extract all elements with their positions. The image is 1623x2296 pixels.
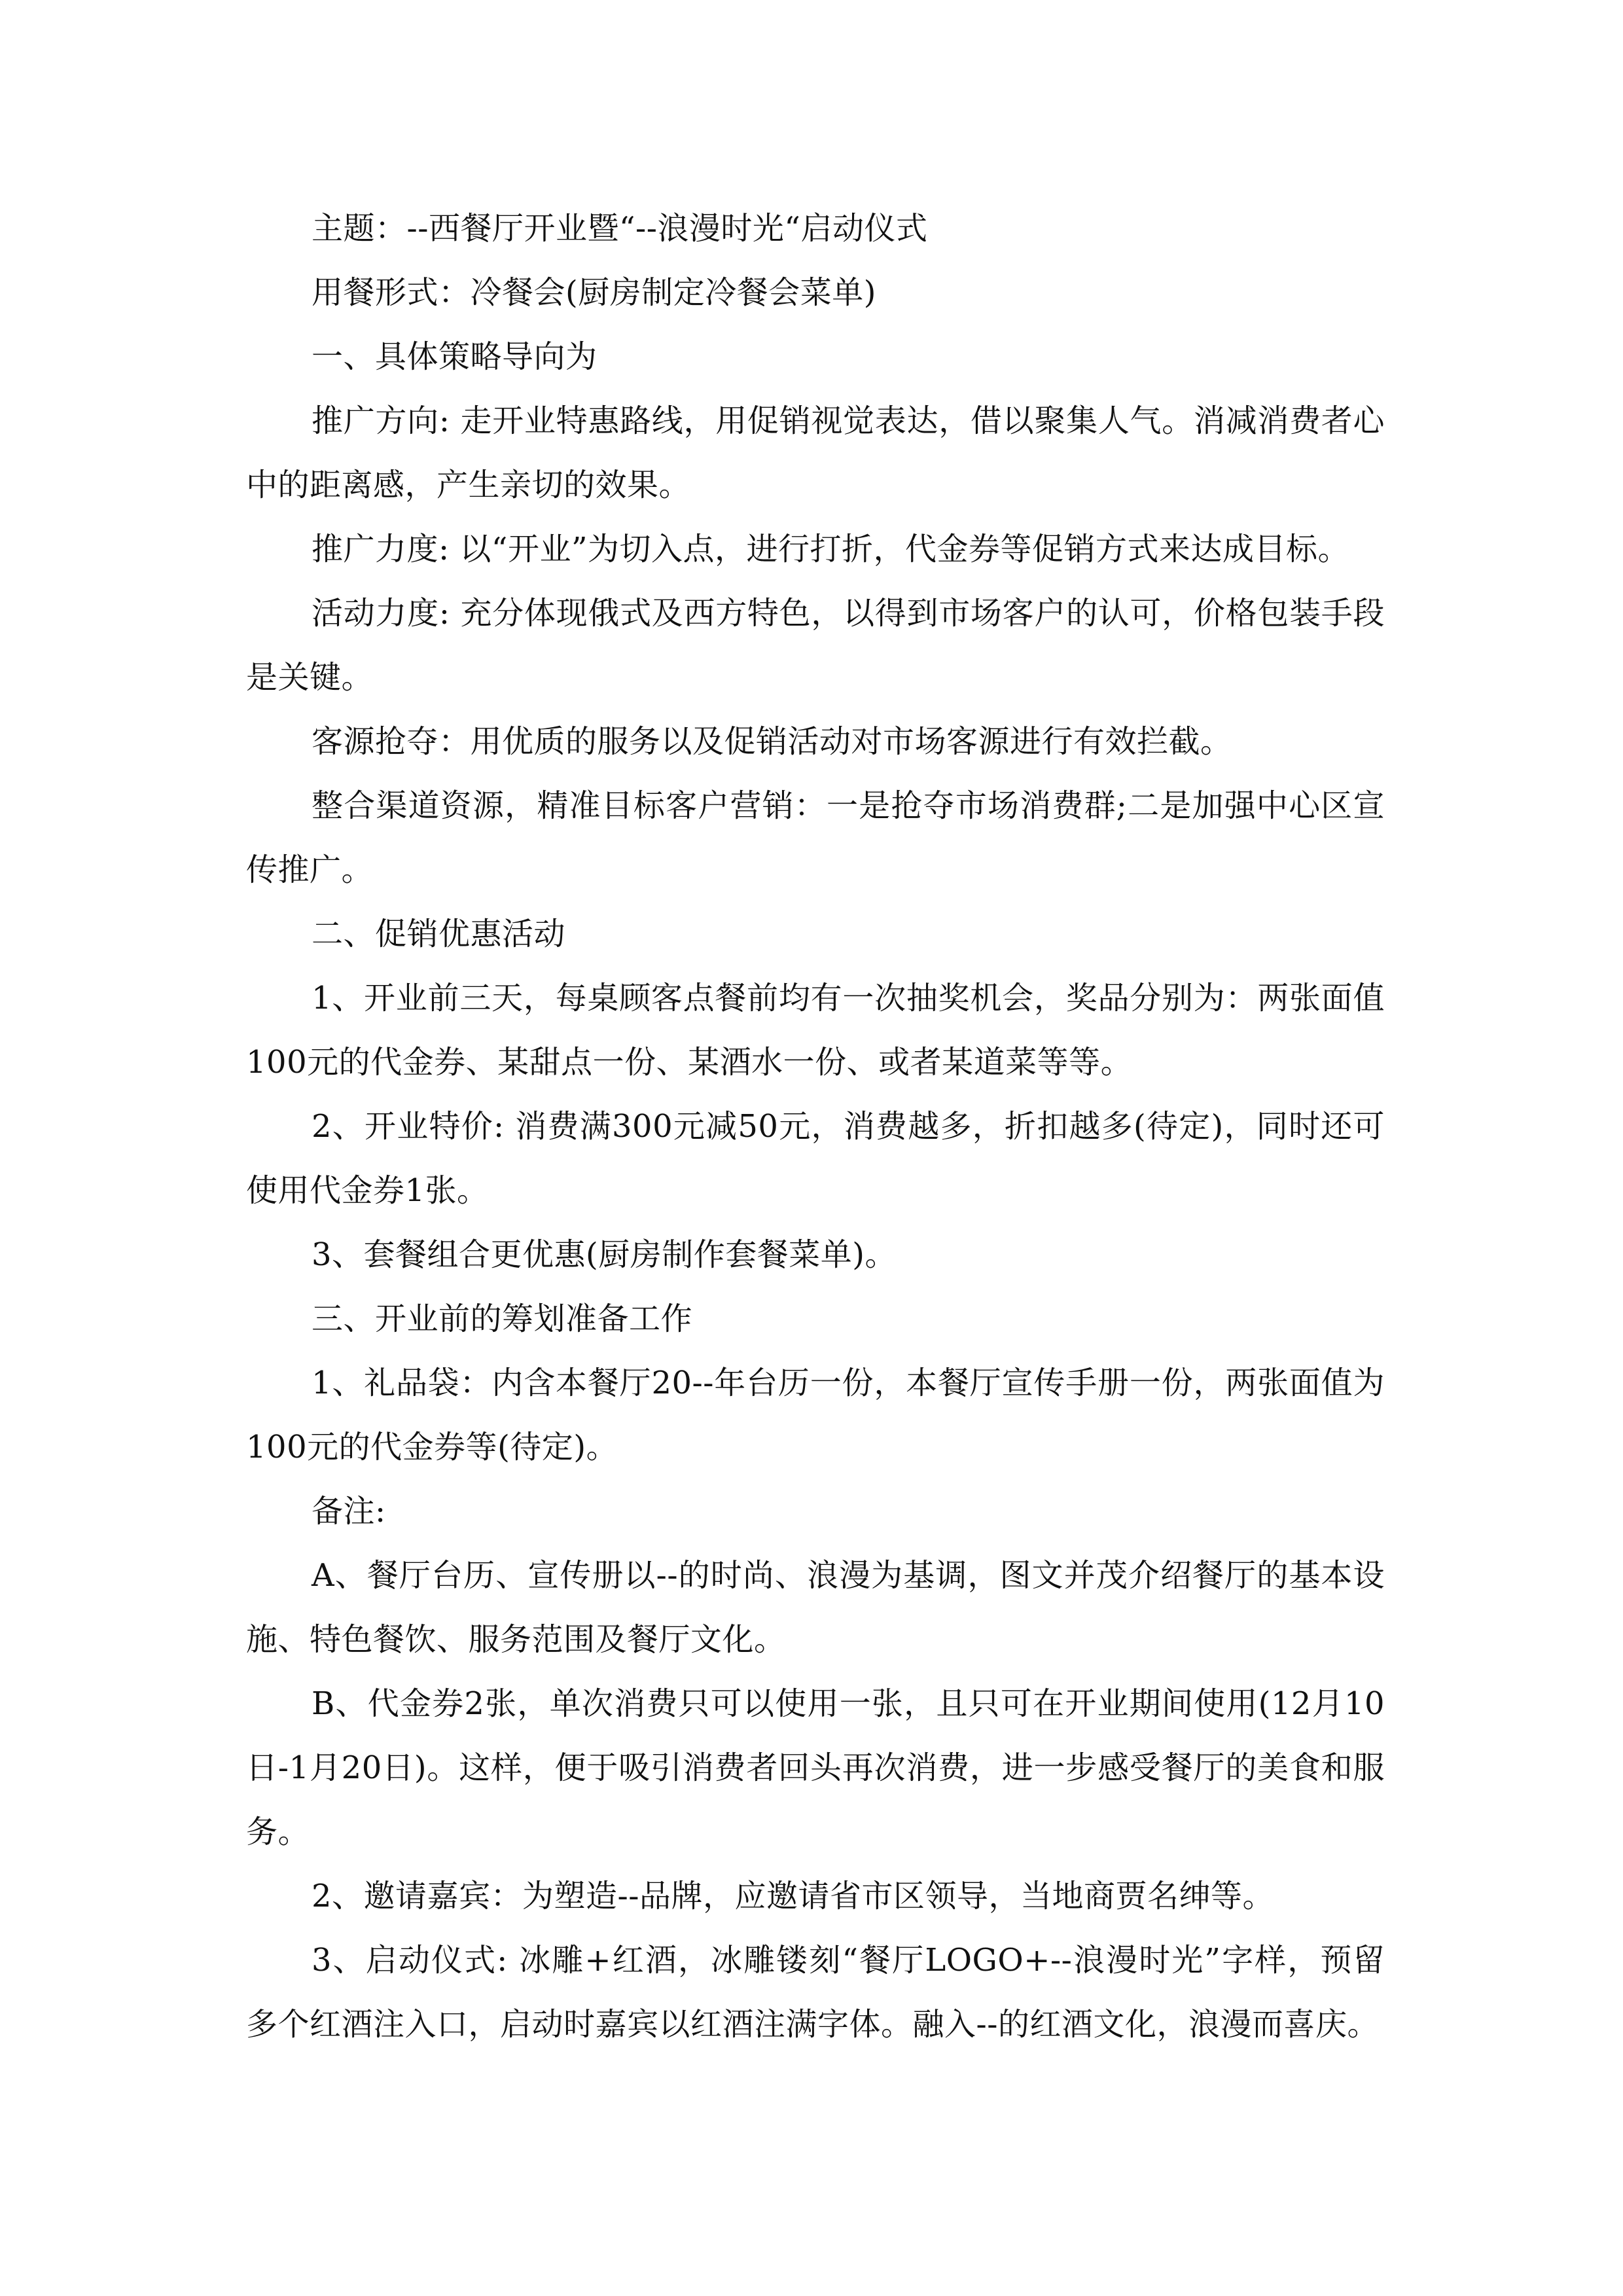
section-heading-promotions: 二、促销优惠活动 bbox=[312, 916, 566, 952]
document-body bbox=[246, 196, 1385, 2056]
paragraph-activity-intensity: 活动力度: 充分体现俄式及西方特色，以得到市场客户的认可，价格包装手段是关键。 bbox=[246, 595, 1385, 696]
paragraph-customer-capture: 客源抢夺：用优质的服务以及促销活动对市场客源进行有效拦截。 bbox=[312, 723, 1232, 760]
paragraph-promo-lottery: 1、开业前三天，每桌顾客点餐前均有一次抽奖机会，奖品分别为：两张面值100元的代金券、某甜点一份、某酒水一份、或者某道菜等等。 bbox=[246, 980, 1385, 1081]
paragraph-channel-integration: 整合渠道资源，精准目标客户营销：一是抢夺市场消费群;二是加强中心区宣传推广。 bbox=[246, 787, 1385, 888]
section-heading-strategy: 一、具体策略导向为 bbox=[312, 338, 597, 375]
section-heading-preparation: 三、开业前的筹划准备工作 bbox=[312, 1300, 693, 1337]
paragraph-promotion-intensity: 推广力度: 以“开业”为切入点，进行打折，代金券等促销方式来达成目标。 bbox=[312, 531, 1350, 567]
paragraph-gift-bag: 1、礼品袋：内含本餐厅20--年台历一份，本餐厅宣传手册一份，两张面值为100元的代金券等(待定)。 bbox=[246, 1365, 1385, 1465]
paragraph-promo-set-meal: 3、套餐组合更优惠(厨房制作套餐菜单)。 bbox=[312, 1236, 897, 1273]
paragraph-notes-label: 备注: bbox=[312, 1493, 386, 1530]
paragraph-promotion-direction: 推广方向: 走开业特惠路线，用促销视觉表达，借以聚集人气。消减消费者心中的距离感，产生亲切的效果。 bbox=[246, 403, 1385, 503]
paragraph-note-a: A、餐厅台历、宣传册以--的时尚、浪漫为基调，图文并茂介绍餐厅的基本设施、特色餐饮、服务范围及餐厅文化。 bbox=[246, 1557, 1385, 1658]
paragraph-note-b: B、代金券2张，单次消费只可以使用一张，且只可在开业期间使用(12月10日-1月20日)。这样，便于吸引消费者回头再次消费，进一步感受餐厅的美食和服务。 bbox=[246, 1685, 1385, 1850]
paragraph-invite-guests: 2、邀请嘉宾：为塑造--品牌，应邀请省市区领导，当地商贾名绅等。 bbox=[312, 1878, 1274, 1914]
paragraph-dining-format: 用餐形式：冷餐会(厨房制定冷餐会菜单) bbox=[312, 274, 876, 311]
paragraph-theme: 主题：--西餐厅开业暨“--浪漫时光“启动仪式 bbox=[312, 210, 928, 247]
paragraph-promo-special-price: 2、开业特价: 消费满300元减50元，消费越多，折扣越多(待定)，同时还可使用代金券1张。 bbox=[246, 1108, 1385, 1209]
paragraph-launch-ceremony: 3、启动仪式: 冰雕+红酒，冰雕镂刻“餐厅LOGO+--浪漫时光”字样，预留多个红酒注入口，启动时嘉宾以红酒注满字体。融入--的红酒文化，浪漫而喜庆。 bbox=[246, 1942, 1385, 2043]
